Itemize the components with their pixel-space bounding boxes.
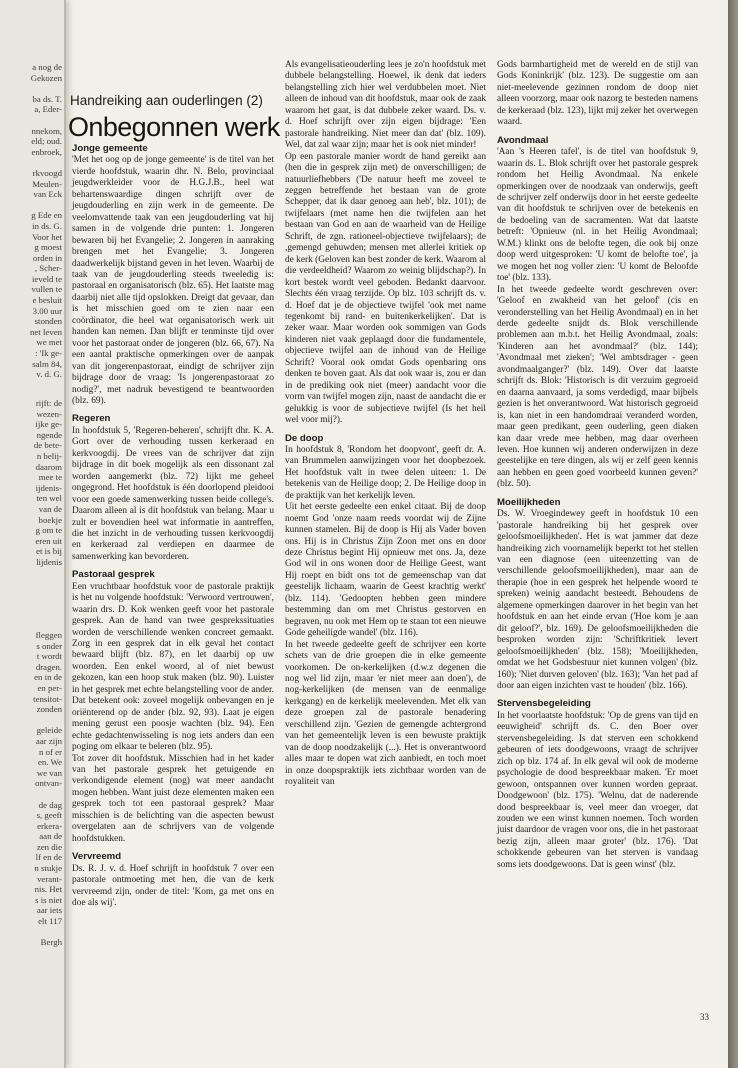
margin-fragment-line: 3.00 uur xyxy=(32,305,62,316)
body-paragraph: 'Met het oog op de jonge gemeente' is de titel van het vierde hoofdstuk, waarin dhr. N. Belo, provinciaal jeugdwerkleider voor de H.G.J.B., heel wat behartenswaardige dingen schrijft over de jeugdouderling en zijn werk in de gemeente. De veelomvattende taak van een jeugdouderling vat hij samen in de volgende drie punten: 1. Jongeren bewaren bij het Evangelie; 2. Jongeren in aanraking brengen met het Evangelie; 3. Jongeren daadwerkelijk bijstand geven in het leven. Waarbij de taak van de jeugdouderling steeds tweeledig is: pastoraal en organisatorisch (blz. 65). Het laatste mag daarbij niet alle tijd opslokken. Dreigt dat gevaar, dan is het misschien goed om te zien naar een coördinator, die heel wat organisatorisch werk uit handen kan nemen. Dan blijft er tenminste tijd over voor het pastoraat onder de jongeren (blz. 66, 67). Na een aantal praktische opmerkingen over de aanpak van dit jongerenpastoraat, eindigt de schrijver zijn bijdrage door de vraag: 'Is jongerenpastoraat zo nodig?', met nadruk bevestigend te beantwoorden (blz. 69). xyxy=(72,155,274,406)
margin-fragment-line: daarom xyxy=(35,461,62,472)
section-heading: De doop xyxy=(285,432,324,444)
margin-fragment-line: ba ds. T. xyxy=(32,93,62,104)
section-heading: Jonge gemeente xyxy=(72,143,148,154)
section-heading: Avondmaal xyxy=(497,134,549,146)
margin-fragment-line: s is niet xyxy=(35,894,62,905)
text-column-1 xyxy=(72,143,274,909)
body-paragraph: Op een pastorale manier wordt de hand gereikt aan (hen die in gesprek zijn met) de onverschilligen; de natuurliefhebbers ('De natuur heeft me zoveel te zeggen betreffende het bestaan van de grote Schepper, dat ik daar genoeg aan heb', blz. 101); de twijfelaars (met name hen die twijfelen aan het bestaan van God en aan de waarheid van de Heilige Schrift, de zgn. rationeel-objectieve twijfelaars); de ,gemengd gehuwden; mensen met allerlei kritiek op de kerk (Geloven kan best zonder de kerk. Waarom al die verdeeldheid? Waarom zo weinig blijdschap?). In kort bestek wordt veel geboden. Bedankt daarvoor. Slechts één vraag terzijde. Op blz. 103 schrijft ds. v. d. Hoef dat je de objectieve twijfel 'ook met name tegenkomt bij rand- en buitenkerkelijken'. Dat is zeker waar. Maar worden ook sommigen van Gods kinderen niet vaak geplaagd door die fundamentele, objectieve twijfel aan de inhoud van de Heilige Schrift? Vooral ook omdat Gods openbaring ons denken te boven gaat. Als dat ook waar is, zou er dan in de prediking ook niet (meer) aandacht voor die vorm van twijfel mogen zijn, naast de aandacht die er gelukkig is voor de subjectieve twijfel (Is het heil wel voor mij?). xyxy=(285,151,486,426)
body-paragraph: Tot zover dit hoofdstuk. Misschien had in het kader van het pastorale gesprek het getuigende en verkondigende element (nog) wat meer aandacht mogen hebben. Want juist deze elementen maken een gesprek toch tot een pastoraal gesprek? Maar misschien is de belichting van die aspecten bewust overgelaten aan de schrijvers van de volgende hoofdstukken. xyxy=(72,753,274,844)
margin-fragment-line: mee te xyxy=(38,472,62,483)
margin-fragment-line: we met xyxy=(36,337,62,348)
margin-fragment-line: van de xyxy=(38,503,62,514)
margin-fragment-bottom xyxy=(2,630,62,948)
margin-fragment-line: tensitot- xyxy=(33,693,62,704)
margin-fragment-line: salm 84, xyxy=(32,358,62,369)
body-paragraph: Een vruchtbaar hoofdstuk voor de pastorale praktijk is het nu volgende hoofdstuk: 'Verwoord vertrouwen', waarin drs. D. Kok wenken geeft voor het pastorale gesprek. Aan de hand van twee gesprekssituaties worden de verschillende wenken concreet gemaakt. Zorg in een gesprek dat in elk geval het contact bewaard blijft (blz. 87), en let daarbij op uw woorden. Een enkel woord, al of niet bewust gekozen, kan een hoop stuk maken (blz. 90). Luister in het gesprek met echte belangstelling voor de ander. Dat betekent ook: zoveel mogelijk onbevangen en je oriënterend op de ander (blz. 92, 93). Laat je eigen mening gerust een poosje wachten (blz. 94). Een echte gedachtenwisseling is nog iets anders dan een poging om elkaar te beleren (blz. 95). xyxy=(72,581,274,753)
margin-fragment-line: Bergh xyxy=(40,937,62,948)
margin-fragment-line: orden in xyxy=(32,252,62,263)
page-number: 33 xyxy=(700,1012,709,1022)
margin-fragment-line: t wordt xyxy=(36,651,62,662)
body-paragraph: Ds. W. Vroegindewey geeft in hoofdstuk 10 een 'pastorale handreiking bij het gesprek over geloofsmoeilijkheden'. Het is wat jammer dat deze handreiking zich voornamelijk beperkt tot het stellen van een diagnose (een uiteenzetting van de verschillende geloofsmoeilijkheden), maar aan de therapie (hoe in een gesprek het helpende woord te spreken) weinig aandacht besteedt. Behoudens de algemene opmerkingen daarover in het begin van het hoofdstuk en aan het einde ervan ('Hoe kom je aan dit geloof?', blz. 169). De geloofsmoeilijkheden die besproken worden zijn: 'Schriftkritiek levert geloofsmoeilijkheden' (blz. 158); 'Moeilijkheden, omdat we het Godsbestuur niet kunnen volgen' (blz. 160); 'Niet durven geloven' (blz. 163); 'Van het pad af door aan eigen inzichten vast te houden' (blz. 166). xyxy=(497,509,698,692)
body-paragraph: In het tweede gedeelte geeft de schrijver een korte schets van de drie groepen die in elke gemeente voorkomen. De on-kerkelijken (d.w.z degenen die nog wel lid zijn, maar 'er niet meer aan doen'), de nog-kerkelijken (de mensen van de eenmalige kerkgang) en de kerkelijk meelevenden. Met elk van deze groepen zal de pastorale benadering verschillend zijn. 'Gezien de gemengde achtergrond van het gemeentelijk leven is een bewuste praktijk van de doop noodzakelijk (...). Het is onverantwoord alles maar te dopen wat zich aanbiedt, en toch moet in onze doopspraktijk iets zichtbaar worden van de royaliteit van xyxy=(285,639,486,788)
margin-fragment-line: fleggen xyxy=(35,630,62,640)
body-paragraph: In het voorlaatste hoofdstuk: 'Op de grens van tijd en eeuwigheid' schrijft ds. C. den Boer over stervensbegeleiding. Is dat sterven een schokkend gebeuren of iets doodgewoons, vraagt de schrijver zich op blz. 174 af. In elk geval wil ook de moderne psychologie de dood bespreekbaar maken. 'Er moet gewoon, ontspannen over kunnen worden gepraat. Doodgewoon' (blz. 175). 'Welnu, dat de naderende dood bespreekbaar is, veel meer dan vroeger, dat zouden we een winst kunnen noemen. Toch worden juist daardoor de vragen voor ons, die in het pastoraat bezig zijn, alleen maar groter' (blz. 176). 'Dat schokkende gebeuren van het sterven is vandaag soms iets doodgewoons. Dat is geen winst' (blz. xyxy=(497,710,698,870)
margin-fragment-line: ieveld te xyxy=(31,273,62,284)
margin-fragment-line: , Scher- xyxy=(34,263,62,274)
margin-fragment-line: ijke ge- xyxy=(35,419,62,430)
margin-fragment-line: de bete- xyxy=(33,440,62,451)
section-heading: Stervensbegeleiding xyxy=(497,698,591,710)
text-column-3 xyxy=(497,60,698,871)
margin-fragment-line: s, geeft xyxy=(36,810,62,821)
margin-fragment-line: g om te xyxy=(35,525,62,536)
text-column-2 xyxy=(285,60,486,789)
margin-fragment-line: aan de xyxy=(39,831,62,842)
margin-fragment-line xyxy=(2,157,62,168)
margin-fragment-line: wezen- xyxy=(36,408,62,419)
article-kicker: Handreiking aan ouderlingen (2) xyxy=(70,93,263,108)
margin-fragment-line: we van xyxy=(36,767,62,778)
margin-fragment-line: zonden xyxy=(36,704,62,715)
margin-fragment-line: g moest xyxy=(34,242,62,253)
margin-fragment-line: vullen te xyxy=(31,284,62,295)
margin-fragment-line: Voor het xyxy=(32,231,62,242)
margin-fragment-line: geleide xyxy=(36,725,62,736)
margin-fragment-line xyxy=(2,789,62,800)
section-heading: Regeren xyxy=(72,413,111,425)
margin-fragment-line: ngende xyxy=(36,429,62,440)
margin-fragment-line: in ds. G. xyxy=(32,220,62,231)
margin-fragment-line: g Ede en xyxy=(31,210,62,221)
margin-fragment-line: aar iets xyxy=(36,905,62,916)
margin-fragment-line: et is bij xyxy=(36,546,62,557)
margin-fragment-line: nnekom, xyxy=(31,125,62,136)
margin-fragment-line: elt 117 xyxy=(38,916,62,927)
previous-page-margin xyxy=(0,0,66,1068)
margin-fragment-top xyxy=(2,62,62,380)
margin-fragment-line xyxy=(2,200,62,211)
body-paragraph: Als evangelisatieouderling lees je zo'n hoofdstuk met dubbele belangstelling. Hoewel, ik denk dat ieders belangstelling zich hier wel verdubbelen moet. Niet alleen de inhoud van dit hoofdstuk, maar ook de zaak waarom het gaat, is dat dubbele zeker waard. Ds. v. d. Hoef schrijft over zijn eigen bijdrage: 'Een pastorale handreiking. Niet meer dan dat' (blz. 109). Wel, dat zal waar zijn; maar het is ook niet minder! xyxy=(285,60,486,151)
margin-fragment-line: n belij- xyxy=(36,450,62,461)
margin-fragment-line: nis. Het xyxy=(34,884,62,895)
margin-fragment-line: verant- xyxy=(37,873,62,884)
margin-fragment-line: a, Eder- xyxy=(34,104,62,115)
margin-fragment-line: n of er xyxy=(39,746,62,757)
margin-fragment-line: Meulen- xyxy=(32,178,62,189)
margin-fragment-middle xyxy=(2,398,62,568)
page-edge xyxy=(728,0,738,1068)
margin-fragment-line: erkera- xyxy=(37,820,62,831)
body-paragraph: Ds. R. J. v. d. Hoef schrijft in hoofdstuk 7 over een pastorale ontmoeting met hen, die van de kerk vervreemd zijn, onder de titel: 'Kom, ga met ons en doe als wij'. xyxy=(72,863,274,908)
margin-fragment-line: rijft: de xyxy=(35,398,62,408)
body-paragraph: In hoofdstuk 8, 'Rondom het doopvont', geeft dr. A. van Brummelen aanwijzingen voor het doopbezoek. Het hoofdstuk valt in twee delen uiteen: 1. De betekenis van de Heilige doop; 2. De Heilige doop in de praktijk van het kerkelijk leven. xyxy=(285,444,486,501)
margin-fragment-line: lf en de xyxy=(35,852,62,863)
margin-fragment-line: a nog de xyxy=(32,62,62,72)
margin-fragment-line: ontvan- xyxy=(35,778,62,789)
section-heading: Moeilijkheden xyxy=(497,496,561,508)
margin-fragment-line: net leven xyxy=(30,326,62,337)
margin-fragment-line: eld; oud. xyxy=(31,136,62,147)
margin-fragment-line: en. We xyxy=(37,757,62,768)
margin-fragment-line: e besluit xyxy=(32,295,62,306)
body-paragraph: In het tweede gedeelte wordt geschreven over: 'Geloof en zwakheid van het geloof' (cis en veronderstelling van het Heilig Avondmaal) en in het derde gedeelte snijdt ds. Blok verschillende problemen aan m.b.t. het Heilig Avondmaal, zoals: 'Kinderen aan het avondmaal?' (blz. 144); 'Avondmaal met zieken'; 'Wel ambtsdrager - geen avondmaalganger?' (blz. 149). Over dat laatste schrijft ds. Blok: 'Historisch is dit verzuim gegroeid en daarna aanvaard, ja soms verdedigd, maar bijbels gezien is het onverantwoord. Wat historisch gegroeid is, kan niet in een handomdraai veranderd worden, maar geen predikant, geen ouderling, geen diaken kan daar vrede mee hebben, mag daar overheen leven. Hoe kunnen wij anderen onderwijzen in deze geestelijke en tere dingen, als wij er zelf geen kennis aan hebben en geen goed voorbeeld kunnen geven?' (blz. 50). xyxy=(497,284,698,490)
margin-fragment-line: ten wel xyxy=(36,493,62,504)
margin-fragment-line xyxy=(2,115,62,126)
margin-fragment-line: ijdenis- xyxy=(35,482,62,493)
section-heading: Pastoraal gesprek xyxy=(72,569,155,581)
article-title: Onbegonnen werk xyxy=(68,112,280,142)
body-paragraph: Uit het eerste gedeelte een enkel citaat. Bij de doop noemt God 'onze naam reeds voordat wij de Zijne kunnen stamelen. Bij de doop is Hij als Vader boven ons. Hij is in Christus Zijn Zoon met ons en door deze Christus begint Hij opnieuw met ons. Ja, deze God wil in ons wonen door de Heilige Geest, want Hij roept en bidt ons tot de gemeenschap van dat geestelijk lichaam, waarin de Geest krachtig werkt' (blz. 114). 'Gedoopten hebben geen mindere bestemming dan om met Christus gestorven en begraven, nu ook met Hem op te staan tot een nieuwe Gode geheiligde wandel' (blz. 116). xyxy=(285,502,486,639)
body-paragraph: Gods barmhartigheid met de wereld en de stijl van Gods Koninkrijk' (blz. 123). De suggestie om aan niet-meelevende gezinnen rondom de doop niet alleen voorzorg, maar ook nazorg te besteden namens de kerkeraad (blz. 123), lijkt mij zeker het overwegen waard. xyxy=(497,60,698,128)
margin-fragment-line: stonden xyxy=(34,316,62,327)
margin-fragment-line: en per- xyxy=(37,682,62,693)
margin-fragment-line: boekje xyxy=(38,514,62,525)
body-paragraph: In hoofdstuk 5, 'Regeren-beheren', schrijft dhr. K. A. Gort over de verhouding tussen kerkeraad en kerkvoogdij. De vrees van de schrijver dat zijn bijdrage in dit boek mogelijk als een dissonant zal worden aangemerkt (blz. 72) lijkt me geheel ongegrond. Het hoofdstuk is één doorlopend pleidooi voor een goede samenwerking tussen beide college's. Daarom alleen al is dit hoofdstuk van belang. Maar u zult er bovendien heel wat informatie in aantreffen, die het inzicht in de verhouding tussen kerkvoogdij en kerkeraad zal verdiepen en daarmee de samenwerking kan bevorderen. xyxy=(72,425,274,562)
margin-fragment-line: s onder xyxy=(36,640,62,651)
margin-fragment-line: enbroek, xyxy=(31,146,62,157)
section-heading: Vervreemd xyxy=(72,851,122,863)
margin-fragment-line: zen die xyxy=(36,841,62,852)
margin-fragment-line: dragen. xyxy=(35,661,62,672)
margin-fragment-line: aar zijn xyxy=(35,735,62,746)
margin-fragment-line: en in de xyxy=(34,672,62,683)
margin-fragment-line xyxy=(2,927,62,938)
margin-fragment-line: rkvoogd xyxy=(32,167,62,178)
margin-fragment-line: de dag xyxy=(38,799,62,810)
margin-fragment-line xyxy=(2,83,62,94)
margin-fragment-line: lijdenis xyxy=(36,556,62,567)
margin-fragment-line xyxy=(2,715,62,726)
margin-fragment-line: Gekozen xyxy=(30,72,62,83)
margin-fragment-line: v. d. G. xyxy=(36,369,62,380)
margin-fragment-line: : 'Ik ge- xyxy=(35,348,62,359)
margin-fragment-line: n stukje xyxy=(34,863,62,874)
body-paragraph: 'Aan 's Heeren tafel', is de titel van hoofdstuk 9, waarin ds. L. Blok schrijft over het pastorale gesprek rondom het Heilig Avondmaal. Na enkele opmerkingen over de noodzaak van onderwijs, geeft de schrijver zelf onderwijs door in het eerste gedeelte van dit hoofdstuk te schrijven over de betekenis en de bedoeling van de sacramenten. Wat dat laatste betreft: 'Opnieuw (nl. in het Heilig Avondmaal; W.M.) klinkt ons de belofte tegen, die ook bij onze doop werd uitgesproken: 'U komt de belofte toe', ja we mogen het nog voller zien: 'U komt de Beloofde toe' (blz. 133). xyxy=(497,147,698,284)
margin-fragment-line: eren uit xyxy=(35,535,62,546)
margin-fragment-line: van Eck xyxy=(33,189,62,200)
